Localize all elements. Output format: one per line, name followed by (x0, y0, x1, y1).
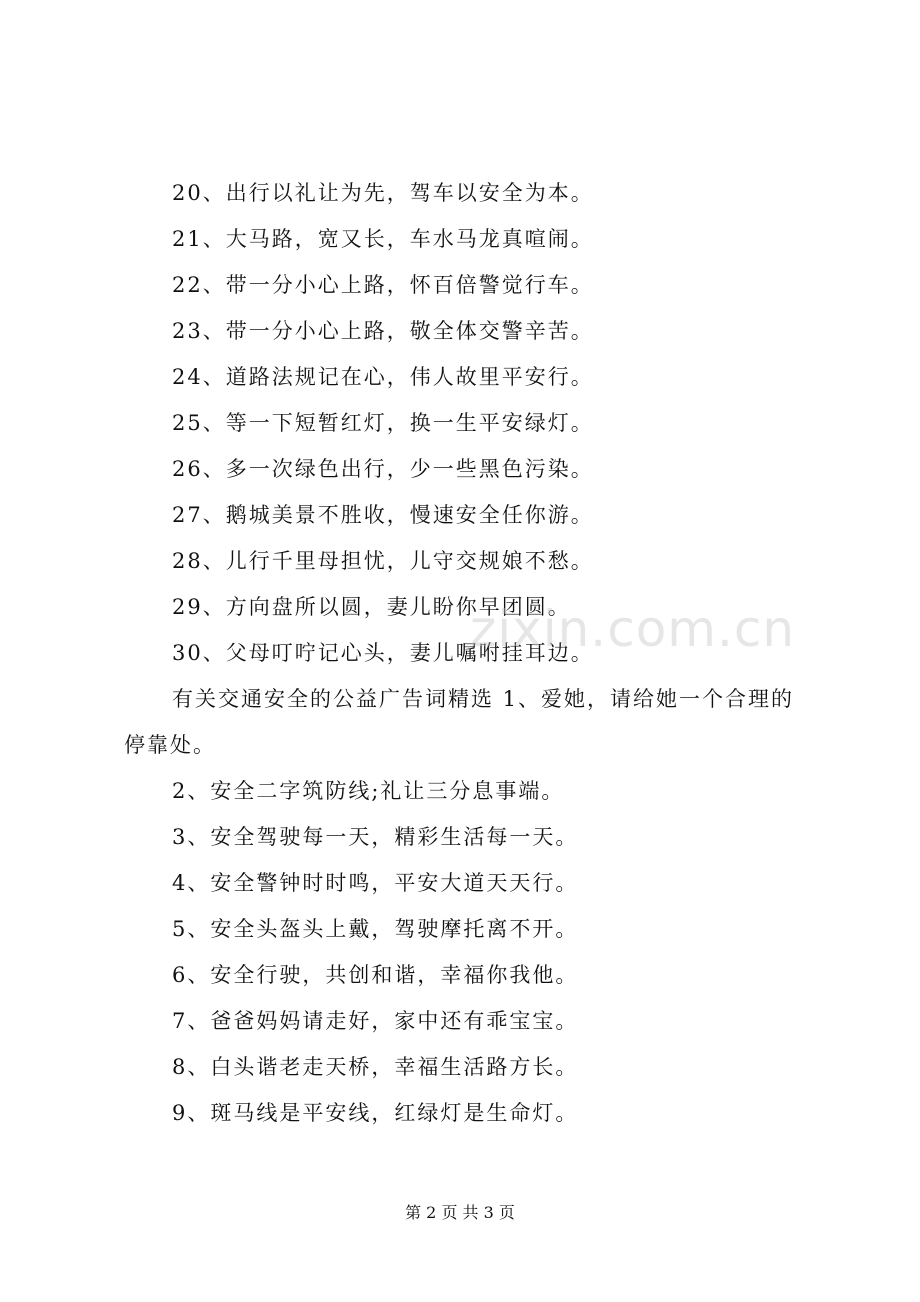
page-footer: 第 2 页 共 3 页 (405, 1203, 515, 1222)
list-item: 27、鹅城美景不胜收，慢速安全任你游。 (172, 503, 594, 527)
list-item: 24、道路法规记在心，伟人故里平安行。 (172, 365, 594, 389)
list-item: 28、儿行千里母担忧，儿守交规娘不愁。 (172, 549, 594, 573)
list-item: 3、安全驾驶每一天，精彩生活每一天。 (172, 825, 579, 849)
section-paragraph: 有关交通安全的公益广告词精选 1、爱她，请给她一个合理的停靠处。 (124, 687, 795, 757)
list-item: 8、白头谐老走天桥，幸福生活路方长。 (172, 1055, 579, 1079)
list-item: 30、父母叮咛记心头，妻儿嘱咐挂耳边。 (172, 641, 594, 665)
list-item: 20、出行以礼让为先，驾车以安全为本。 (172, 181, 594, 205)
list-item: 22、带一分小心上路，怀百倍警觉行车。 (172, 273, 594, 297)
list-item: 7、爸爸妈妈请走好，家中还有乖宝宝。 (172, 1009, 579, 1033)
list-item: 9、斑马线是平安线，红绿灯是生命灯。 (172, 1101, 579, 1125)
list-item: 5、安全头盔头上戴，驾驶摩托离不开。 (172, 917, 579, 941)
list-item: 6、安全行驶，共创和谐，幸福你我他。 (172, 963, 579, 987)
list-item: 21、大马路，宽又长，车水马龙真喧闹。 (172, 227, 594, 251)
list-item: 26、多一次绿色出行，少一些黑色污染。 (172, 457, 594, 481)
watermark: zixin.com.cn (470, 600, 796, 658)
list-item: 25、等一下短暂红灯，换一生平安绿灯。 (172, 411, 594, 435)
list-item: 2、安全二字筑防线;礼让三分息事端。 (172, 779, 565, 803)
list-item: 23、带一分小心上路，敬全体交警辛苦。 (172, 319, 594, 343)
list-item: 29、方向盘所以圆，妻儿盼你早团圆。 (172, 595, 571, 619)
list-item: 4、安全警钟时时鸣，平安大道天天行。 (172, 871, 579, 895)
